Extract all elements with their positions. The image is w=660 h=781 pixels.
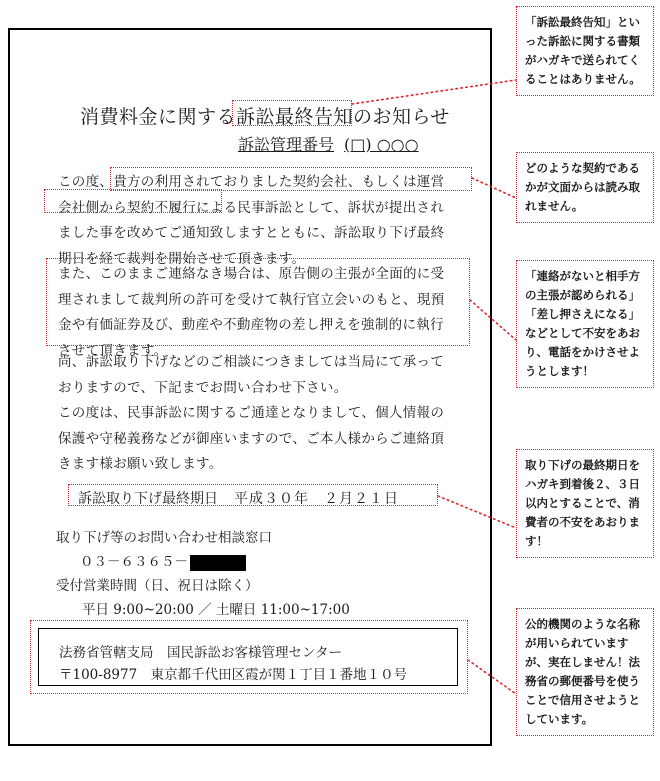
highlight-contract-2 — [44, 189, 222, 213]
deadline-label: 訴訟取り下げ最終期日 — [78, 491, 218, 507]
text-line: 理されまして裁判所の許可を受けて執行官立会いのもと、現預 — [58, 291, 445, 308]
callout-deadline: 取り下げの最終期日をハガキ到着後２、３日以内とすることで、消費者の不安をあおります！ — [516, 449, 654, 558]
text-line: 保護や守秘義務などが御座いますので、ご本人様からご連絡頂 — [58, 430, 445, 447]
redaction-bar — [190, 555, 246, 571]
highlight-title — [232, 100, 352, 126]
text-line: きます様お願い致します。 — [58, 456, 223, 472]
callout-contract-unclear: どのような契約であるかが文面からは読み取れません。 — [516, 152, 654, 223]
highlight-deadline — [68, 484, 438, 506]
callout-fake-agency: 公的機関のような名称が用いられていますが、実在しません！法務省の郵便番号を使うことで信用させようとしています。 — [516, 608, 654, 736]
text-line: ました事を改めてご通知致しますとともに、訴訟取り下げ最終 — [58, 225, 445, 241]
highlight-contract — [110, 167, 472, 191]
deadline-date: 平成３０年 ２月２１日 — [234, 491, 399, 507]
text-line: させて頂きます。 — [58, 342, 168, 359]
management-number — [238, 132, 419, 155]
phone-number: ０３－６３６５－ — [80, 554, 188, 570]
contact-section — [56, 526, 350, 622]
callout-lawsuit-notice: 「訴訟最終告知」といった訴訟に関する書類がハガキで送られてくることはありません。 — [516, 6, 654, 96]
text-line: 期日を経て裁判を開始させて頂きます。 — [58, 250, 306, 267]
text-line: 会社側から契約不履行による民事訴訟として、訴状が提出され — [58, 199, 445, 216]
sender-address: 〒100-8977 東京都千代田区霞が関１丁目１番地１０号 — [59, 667, 408, 683]
text-line: 金や有価証券及び、動産や不動産物の差し押えを強制的に執行 — [58, 317, 444, 333]
contact-heading: 取り下げ等のお問い合わせ相談窓口 — [56, 530, 272, 546]
management-label: 訴訟管理番号 — [238, 135, 335, 154]
text-line: この度は、民事訴訟に関するご通達となりまして、個人情報の — [58, 405, 445, 421]
sender-name: 法務省管轄支局 国民訴訟お客様管理センター — [59, 645, 342, 661]
document-title: 消費料金に関する訴訟最終告知のお知らせ — [80, 106, 450, 128]
highlight-sender — [30, 620, 468, 694]
text-line: また、このままご連絡なき場合は、原告側の主張が全面的に受 — [58, 266, 445, 282]
hours-value: 平日 9:00~20:00 ／ 土曜日 11:00~17:00 — [82, 602, 350, 618]
text-line: 尚、訴訟取り下げなどのご相談につきましては当局にて承って — [58, 354, 445, 370]
paragraph-inquiry — [58, 350, 444, 478]
phone-line — [56, 550, 350, 574]
text-line: この度、貴方の利用されておりました契約会社、もしくは運営 — [58, 174, 445, 190]
callout-anxiety: 「連絡がないと相手方の主張が認められる」「差し押さえになる」などとして不安をあおり、電話をかけさせようとします！ — [516, 260, 654, 388]
hours-label: 受付営業時間（日、祝日は除く） — [56, 578, 259, 594]
highlight-threat — [46, 258, 470, 346]
text-line: おりますので、下記までお問い合わせ下さい。 — [58, 379, 348, 396]
management-code: (□) ○○○ — [344, 135, 419, 154]
